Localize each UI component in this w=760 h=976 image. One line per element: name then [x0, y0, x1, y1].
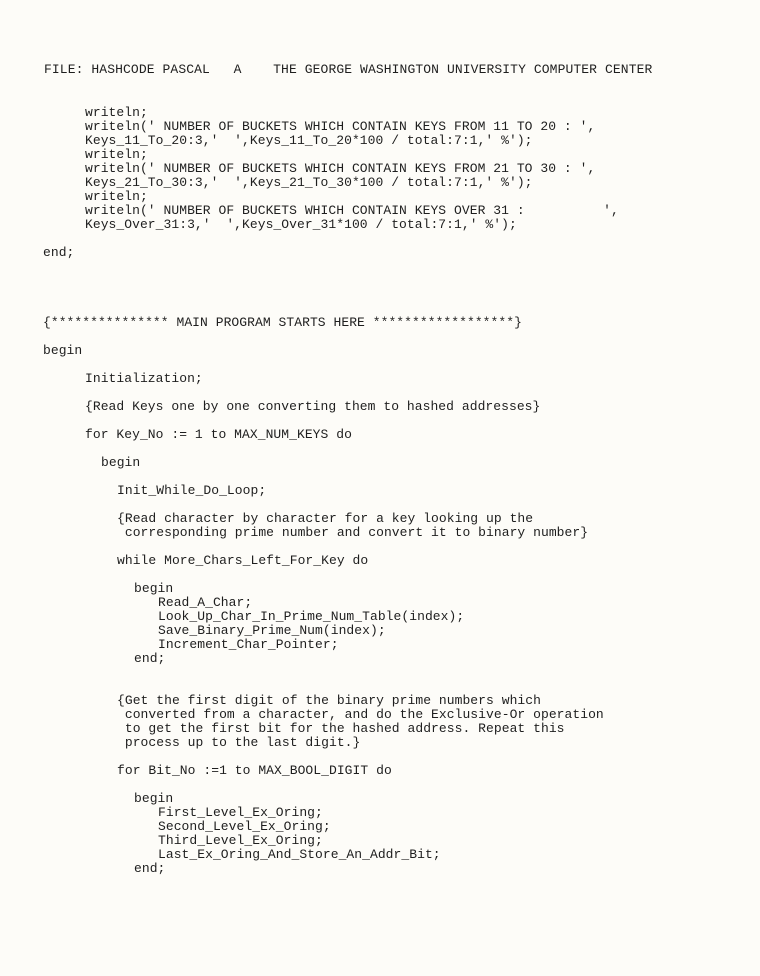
code-comment: {Read character by character for a key looking up the — [117, 511, 534, 526]
code-line: writeln; — [85, 105, 148, 120]
code-line: end; — [43, 245, 75, 260]
code-comment: {*************** MAIN PROGRAM STARTS HERE ******************} — [43, 315, 522, 330]
code-line: Increment_Char_Pointer; — [158, 637, 339, 652]
code-line: Look_Up_Char_In_Prime_Num_Table(index); — [158, 609, 465, 624]
code-line: Init_While_Do_Loop; — [117, 483, 267, 498]
code-comment: {Get the first digit of the binary prime numbers which — [117, 693, 541, 708]
code-comment: {Read Keys one by one converting them to hashed addresses} — [85, 399, 541, 414]
code-line: for Bit_No :=1 to MAX_BOOL_DIGIT do — [117, 763, 392, 778]
code-line: Last_Ex_Oring_And_Store_An_Addr_Bit; — [158, 847, 441, 862]
code-line: writeln(' NUMBER OF BUCKETS WHICH CONTAIN KEYS FROM 11 TO 20 : ', — [85, 119, 596, 134]
code-line: writeln; — [85, 189, 148, 204]
code-line: Keys_11_To_20:3,' ',Keys_11_To_20*100 / total:7:1,' %'); — [85, 133, 533, 148]
code-comment: process up to the last digit.} — [117, 735, 361, 750]
code-line: begin — [43, 343, 83, 358]
code-comment: to get the first bit for the hashed address. Repeat this — [117, 721, 565, 736]
code-line: Keys_Over_31:3,' ',Keys_Over_31*100 / total:7:1,' %'); — [85, 217, 517, 232]
code-line: writeln(' NUMBER OF BUCKETS WHICH CONTAIN KEYS OVER 31 : ', — [85, 203, 619, 218]
code-line: Read_A_Char; — [158, 595, 253, 610]
code-comment: converted from a character, and do the Exclusive-Or operation — [117, 707, 604, 722]
code-line: begin — [134, 581, 174, 596]
code-line: Second_Level_Ex_Oring; — [158, 819, 331, 834]
code-line: Save_Binary_Prime_Num(index); — [158, 623, 386, 638]
code-line: end; — [134, 651, 166, 666]
code-line: while More_Chars_Left_For_Key do — [117, 553, 369, 568]
code-line: for Key_No := 1 to MAX_NUM_KEYS do — [85, 427, 352, 442]
code-line: writeln; — [85, 147, 148, 162]
file-header: FILE: HASHCODE PASCAL A THE GEORGE WASHINGTON UNIVERSITY COMPUTER CENTER — [44, 62, 653, 77]
code-line: end; — [134, 861, 166, 876]
code-line: First_Level_Ex_Oring; — [158, 805, 323, 820]
code-comment: corresponding prime number and convert it to binary number} — [117, 525, 589, 540]
code-line: begin — [134, 791, 174, 806]
code-line: Third_Level_Ex_Oring; — [158, 833, 323, 848]
code-line: begin — [101, 455, 141, 470]
code-line: Initialization; — [85, 371, 203, 386]
code-line: Keys_21_To_30:3,' ',Keys_21_To_30*100 / total:7:1,' %'); — [85, 175, 533, 190]
code-line: writeln(' NUMBER OF BUCKETS WHICH CONTAIN KEYS FROM 21 TO 30 : ', — [85, 161, 596, 176]
